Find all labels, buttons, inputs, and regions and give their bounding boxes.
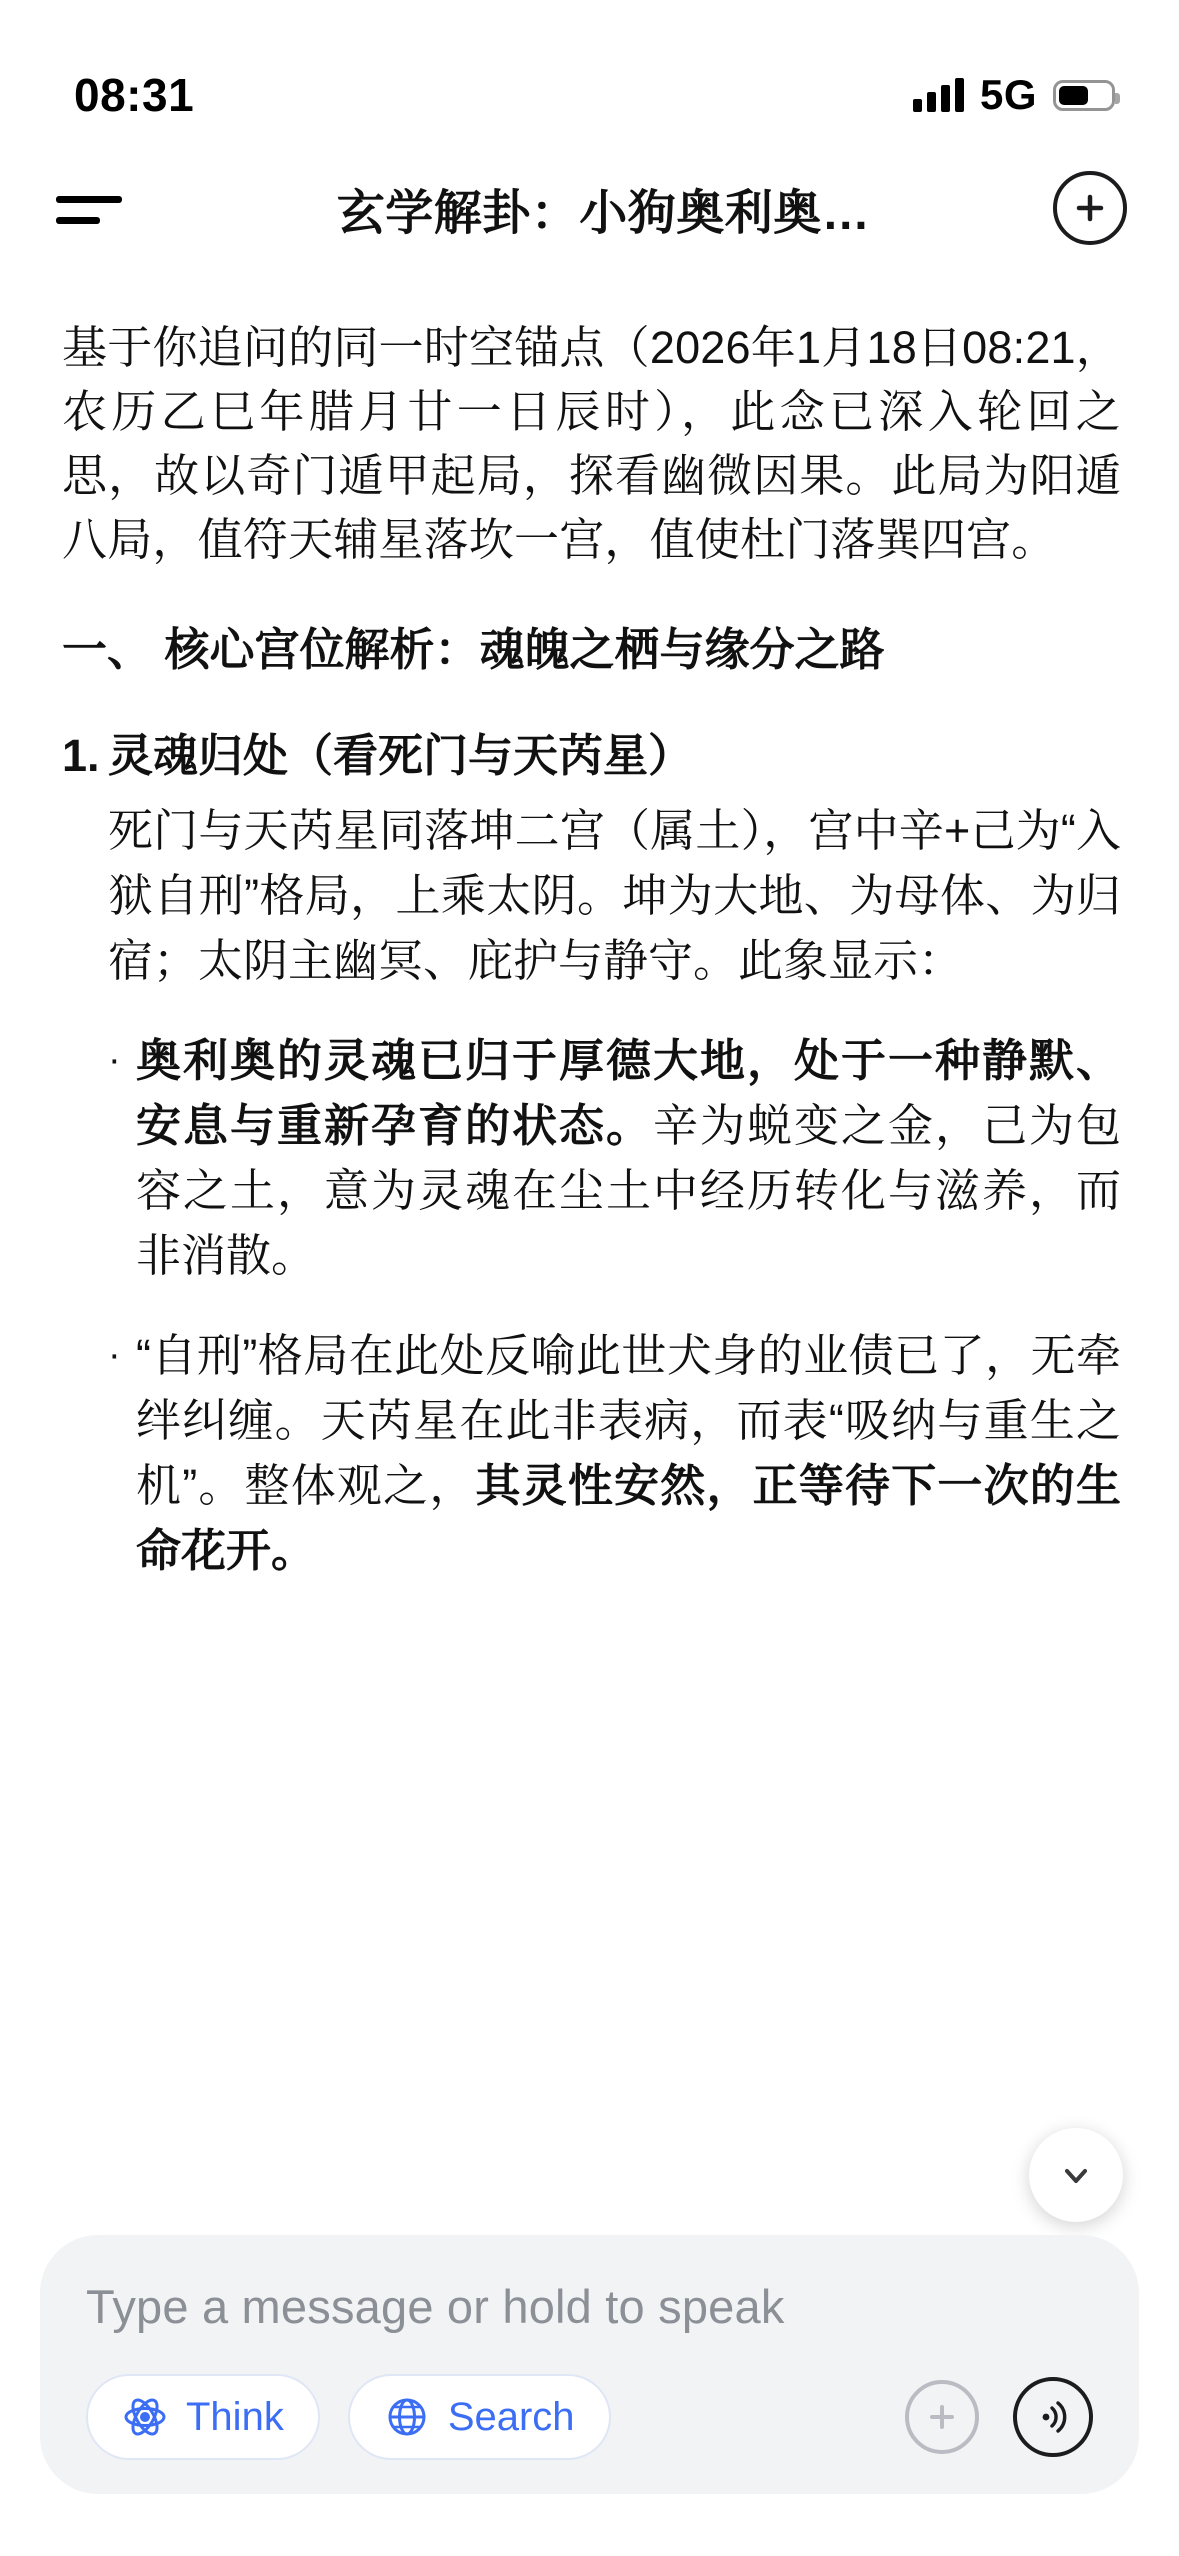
list-item-body: 死门与天芮星同落坤二宫（属土），宫中辛+己为“入狱自刑”格局，上乘太阴。坤为大地、为母体、为归宿；太阴主幽冥、庇护与静守。此象显示： bbox=[108, 804, 1121, 987]
list-item-number: 1. bbox=[62, 729, 100, 781]
navigation-bar bbox=[0, 148, 1179, 268]
voice-wave-icon[interactable] bbox=[1013, 2377, 1093, 2457]
battery-icon bbox=[1053, 80, 1115, 111]
bullet-rest: 辛为蜕变之金，己为包容之土，意为灵魂在尘土中经历转化与滋养，而非消散。 bbox=[136, 1099, 1121, 1282]
intro-paragraph: 基于你追问的同一时空锚点（2026年1月18日08:21，农历乙巳年腊月廿一日辰时），此念已深入轮回之思，故以奇门遁甲起局，探看幽微因果。此局为阳遁八局，值符天辅星落坎一宫，值使杜门落巽四宫。 bbox=[62, 322, 1121, 565]
signal-bars-icon bbox=[913, 78, 964, 112]
page-title: 玄学解卦：小狗奥利奥… bbox=[336, 186, 871, 240]
section-heading: 一、 核心宫位解析：魂魄之栖与缘分之路 bbox=[62, 623, 885, 675]
bullet-dot: · bbox=[108, 1333, 121, 1376]
bullet-tail-bold: 其灵性安然，正等待下一次的生命花开。 bbox=[136, 1460, 1121, 1577]
bullet-lead-plain: “自刑”格局在此处反喻此世犬身的业债已了，无牵绊纠缠。天芮星在此非表病，而表“吸纳与重生之机”。整体观之， bbox=[136, 1329, 1121, 1512]
bullet-item-1 bbox=[108, 1028, 1121, 1289]
search-button[interactable] bbox=[348, 2374, 611, 2460]
message-composer[interactable] bbox=[40, 2235, 1139, 2494]
bullet-text bbox=[136, 1323, 1121, 1584]
status-time: 08:31 bbox=[74, 69, 195, 121]
atom-icon bbox=[122, 2394, 168, 2440]
list-item-title: 灵魂归处（看死门与天芮星） bbox=[108, 729, 694, 781]
hamburger-menu-icon[interactable] bbox=[56, 173, 142, 243]
message-input[interactable]: Type a message or hold to speak bbox=[86, 2280, 785, 2333]
globe-icon bbox=[384, 2394, 430, 2440]
search-label: Search bbox=[447, 2394, 575, 2439]
bullet-text bbox=[136, 1028, 1121, 1289]
bullet-lead-bold: 奥利奥的灵魂已归于厚德大地，处于一种静默、安息与重新孕育的状态。 bbox=[136, 1034, 1121, 1151]
plus-icon[interactable] bbox=[905, 2380, 979, 2454]
think-button[interactable] bbox=[86, 2374, 320, 2460]
status-indicators bbox=[913, 71, 1115, 119]
bullet-dot: · bbox=[108, 1038, 121, 1081]
think-label: Think bbox=[186, 2394, 284, 2439]
chevron-down-icon[interactable] bbox=[1029, 2128, 1123, 2222]
plus-circle-icon[interactable] bbox=[1053, 171, 1127, 245]
article-content bbox=[0, 268, 1179, 2556]
list-item bbox=[62, 723, 1121, 788]
bullet-item-2 bbox=[108, 1323, 1121, 1584]
status-bar bbox=[0, 0, 1179, 150]
network-type-label: 5G bbox=[979, 71, 1037, 118]
composer-toolbar bbox=[86, 2374, 1093, 2460]
